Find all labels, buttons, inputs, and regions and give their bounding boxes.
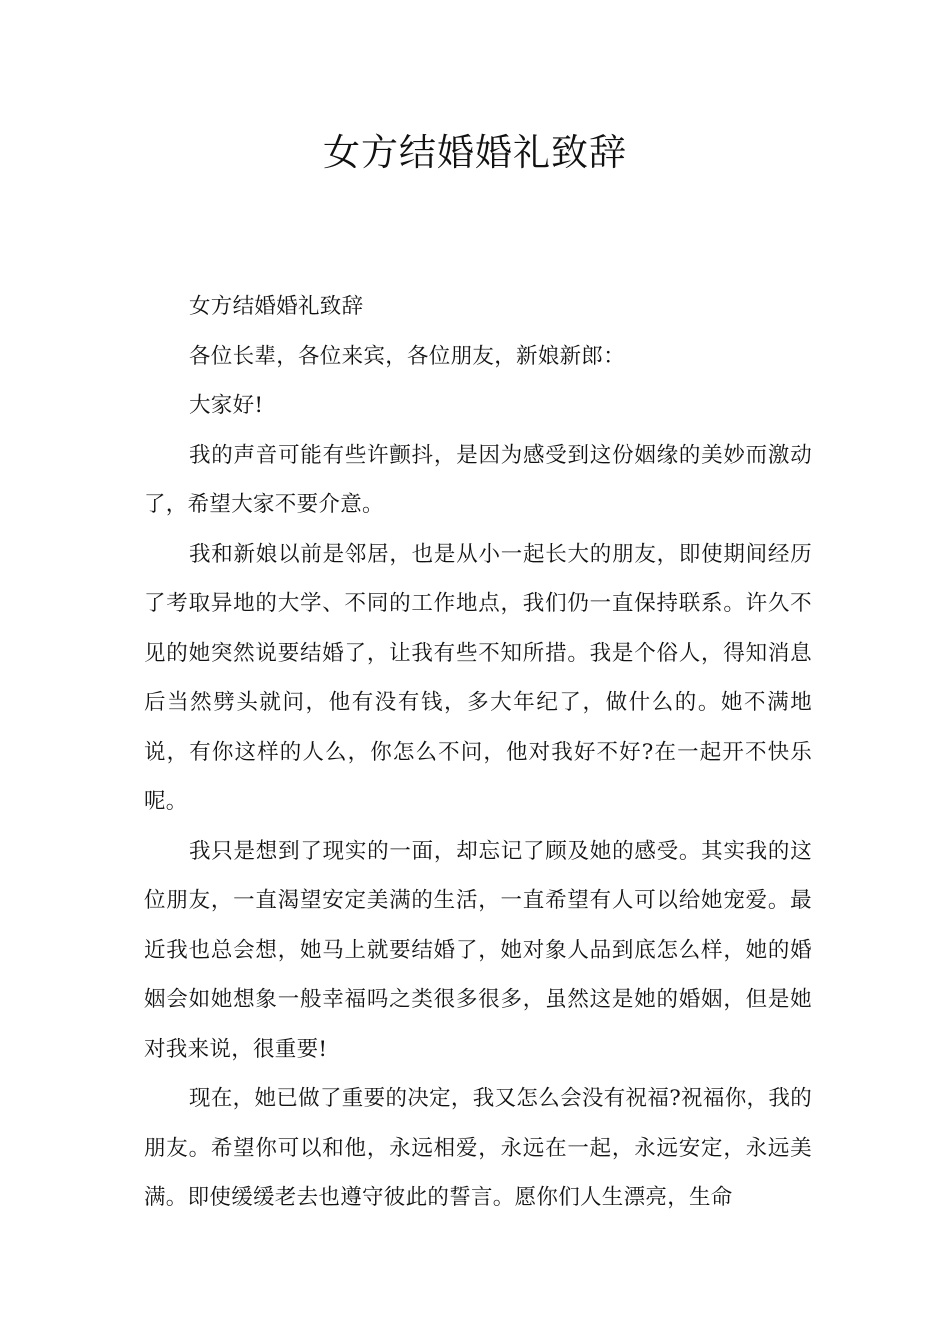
paragraph-body: 我和新娘以前是邻居，也是从小一起长大的朋友，即使期间经历了考取异地的大学、不同的工作地点，我们仍一直保持联系。许久不见的她突然说要结婚了，让我有些不知所措。我是个俗人，得知消息后当然劈头就问，他有没有钱，多大年纪了，做什么的。她不满地说，有你这样的人么，你怎么不问，他对我好不好?在一起开不快乐呢。 [144, 541, 812, 814]
paragraph-heading: 女方结婚婚礼致辞 [189, 294, 364, 319]
document-body [144, 282, 812, 1223]
document-title: 女方结婚婚礼致辞 [323, 131, 627, 174]
paragraph-salutation: 各位长辈，各位来宾，各位朋友，新娘新郎： [189, 343, 626, 369]
paragraph-body: 我只是想到了现实的一面，却忘记了顾及她的感受。其实我的这位朋友，一直渴望安定美满的生活，一直希望有人可以给她宠爱。最近我也总会想，她马上就要结婚了，她对象人品到底怎么样，她的婚姻会如她想象一般幸福吗之类很多很多，虽然这是她的婚姻，但是她对我来说，很重要! [144, 838, 812, 1062]
paragraph-body: 我的声音可能有些许颤抖，是因为感受到这份姻缘的美妙而激动了，希望大家不要介意。 [144, 442, 812, 517]
paragraph-greeting: 大家好! [189, 393, 264, 418]
paragraph-body: 现在，她已做了重要的决定，我又怎么会没有祝福?祝福你，我的朋友。希望你可以和他，永远相爱，永远在一起，永远安定，永远美满。即使缓缓老去也遵守彼此的誓言。愿你们人生漂亮，生命 [144, 1086, 812, 1210]
